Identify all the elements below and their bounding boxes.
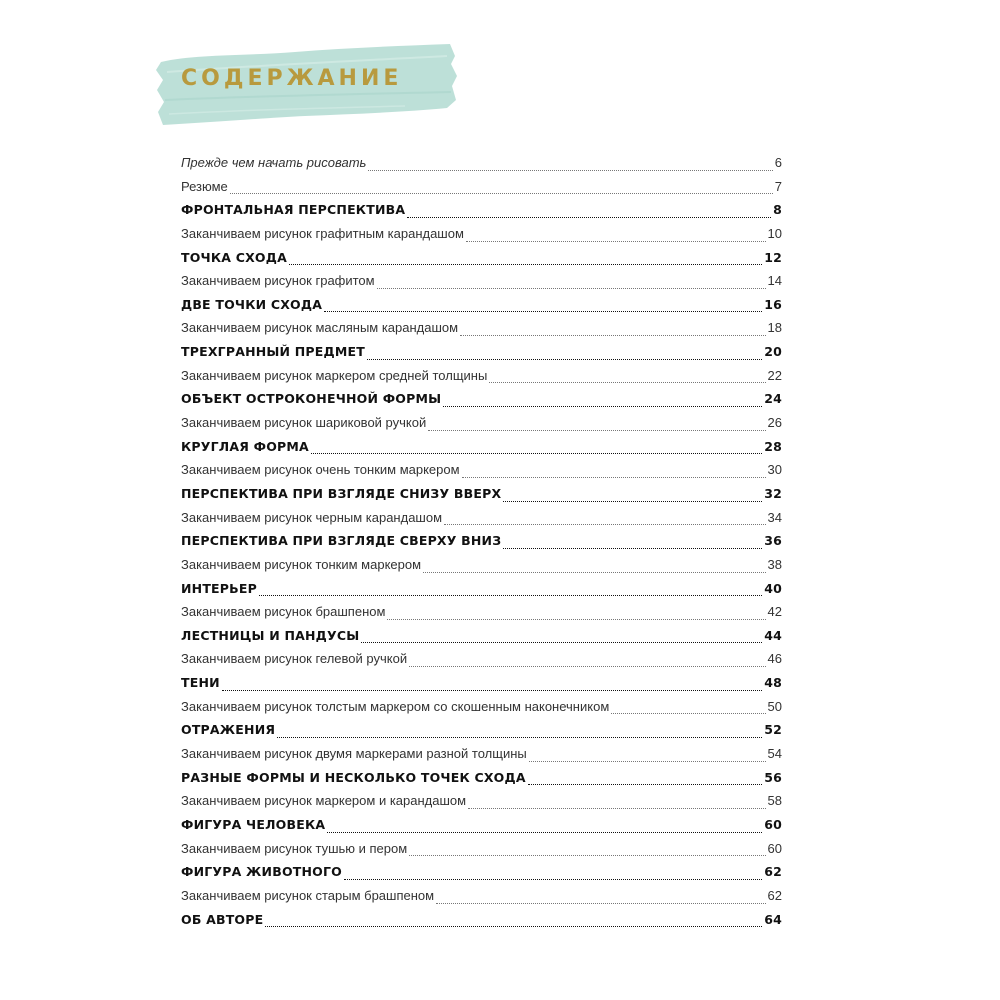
toc-entry-title: Заканчиваем рисунок графитным карандашом (181, 225, 464, 241)
toc-page-number: 48 (764, 675, 782, 691)
toc-subentry[interactable] (181, 175, 782, 199)
toc-entry-title: Заканчиваем рисунок маркером и карандашом (181, 793, 467, 809)
toc-page-number: 62 (767, 887, 782, 903)
toc-chapter-entry[interactable] (181, 340, 782, 364)
dot-leader (462, 477, 766, 478)
toc-chapter-entry[interactable] (181, 624, 782, 648)
toc-page-number: 64 (764, 911, 782, 927)
toc-subentry[interactable] (181, 506, 782, 530)
table-of-contents (181, 151, 782, 931)
toc-page-number: 7 (774, 178, 782, 194)
toc-entry-title: ОБЪЕКТ ОСТРОКОНЕЧНОЙ ФОРМЫ (181, 391, 442, 407)
toc-page-number: 52 (764, 722, 782, 738)
toc-page-number: 18 (767, 320, 782, 336)
toc-chapter-entry[interactable] (181, 766, 782, 790)
dot-leader (423, 572, 765, 573)
dot-leader (259, 595, 762, 596)
toc-subentry[interactable] (181, 151, 782, 175)
toc-entry-title: ФРОНТАЛЬНАЯ ПЕРСПЕКТИВА (181, 202, 406, 218)
toc-entry-title: Заканчиваем рисунок тушью и пером (181, 840, 408, 856)
dot-leader (367, 359, 762, 360)
toc-entry-title: ИНТЕРЬЕР (181, 580, 257, 596)
toc-page-number: 40 (764, 580, 782, 596)
toc-entry-title: Заканчиваем рисунок старым брашпеном (181, 887, 435, 903)
toc-entry-title: ФИГУРА ЧЕЛОВЕКА (181, 816, 326, 832)
toc-entry-title: ДВЕ ТОЧКИ СХОДА (181, 296, 323, 312)
dot-leader (368, 170, 772, 171)
toc-chapter-entry[interactable] (181, 293, 782, 317)
dot-leader (503, 548, 762, 549)
dot-leader (460, 335, 765, 336)
toc-page-number: 6 (774, 155, 782, 170)
toc-page-number: 22 (767, 367, 782, 383)
dot-leader (361, 642, 762, 643)
toc-entry-title: ТОЧКА СХОДА (181, 249, 287, 265)
toc-page-number: 14 (767, 273, 782, 289)
toc-subentry[interactable] (181, 222, 782, 246)
toc-chapter-entry[interactable] (181, 246, 782, 270)
toc-entry-title: ЛЕСТНИЦЫ И ПАНДУСЫ (181, 627, 360, 643)
dot-leader (387, 619, 765, 620)
toc-page-number: 36 (764, 533, 782, 549)
toc-entry-title: Заканчиваем рисунок брашпеном (181, 604, 386, 620)
dot-leader (409, 855, 765, 856)
toc-subentry[interactable] (181, 695, 782, 719)
dot-leader (289, 264, 762, 265)
toc-page-number: 50 (767, 698, 782, 714)
dot-leader (324, 311, 762, 312)
page-title: СОДЕРЖАНИЕ (181, 66, 403, 91)
toc-chapter-entry[interactable] (181, 577, 782, 601)
toc-entry-title: Заканчиваем рисунок тонким маркером (181, 556, 422, 572)
toc-page-number: 20 (764, 344, 782, 360)
toc-page-number: 58 (767, 793, 782, 809)
dot-leader (436, 903, 765, 904)
toc-page-number: 32 (764, 485, 782, 501)
dot-leader (428, 430, 765, 431)
dot-leader (503, 501, 762, 502)
toc-subentry[interactable] (181, 458, 782, 482)
toc-entry-title: Прежде чем начать рисовать (181, 155, 367, 170)
toc-subentry[interactable] (181, 411, 782, 435)
toc-page-number: 60 (764, 816, 782, 832)
toc-chapter-entry[interactable] (181, 671, 782, 695)
dot-leader (407, 217, 771, 218)
toc-subentry[interactable] (181, 316, 782, 340)
toc-entry-title: Заканчиваем рисунок маркером средней толщины (181, 367, 488, 383)
dot-leader (230, 193, 773, 194)
toc-chapter-entry[interactable] (181, 387, 782, 411)
toc-subentry[interactable] (181, 884, 782, 908)
toc-subentry[interactable] (181, 789, 782, 813)
toc-subentry[interactable] (181, 647, 782, 671)
dot-leader (489, 382, 765, 383)
toc-entry-title: ТЕНИ (181, 675, 220, 691)
toc-page-number: 8 (773, 202, 782, 218)
toc-subentry[interactable] (181, 600, 782, 624)
toc-entry-title: Заканчиваем рисунок очень тонким маркером (181, 462, 460, 478)
toc-entry-title: Заканчиваем рисунок графитом (181, 273, 375, 289)
toc-entry-title: Заканчиваем рисунок толстым маркером со скошенным наконечником (181, 698, 610, 714)
toc-entry-title: ПЕРСПЕКТИВА ПРИ ВЗГЛЯДЕ СВЕРХУ ВНИЗ (181, 533, 502, 549)
toc-entry-title: ТРЕХГРАННЫЙ ПРЕДМЕТ (181, 344, 365, 360)
toc-chapter-entry[interactable] (181, 718, 782, 742)
toc-subentry[interactable] (181, 553, 782, 577)
dot-leader (222, 690, 762, 691)
toc-chapter-entry[interactable] (181, 908, 782, 932)
toc-page-number: 26 (767, 415, 782, 431)
toc-entry-title: Заканчиваем рисунок шариковой ручкой (181, 415, 427, 431)
toc-chapter-entry[interactable] (181, 813, 782, 837)
toc-page-number: 62 (764, 864, 782, 880)
dot-leader (528, 784, 763, 785)
toc-subentry[interactable] (181, 364, 782, 388)
toc-page-number: 60 (767, 840, 782, 856)
dot-leader (327, 832, 762, 833)
dot-leader (409, 666, 765, 667)
toc-entry-title: Заканчиваем рисунок масляным карандашом (181, 320, 459, 336)
toc-entry-title: Заканчиваем рисунок черным карандашом (181, 509, 443, 525)
dot-leader (466, 241, 766, 242)
toc-entry-title: ОТРАЖЕНИЯ (181, 722, 276, 738)
toc-chapter-entry[interactable] (181, 529, 782, 553)
toc-page-number: 44 (764, 627, 782, 643)
toc-page-number: 30 (767, 462, 782, 478)
toc-page-number: 24 (764, 391, 782, 407)
toc-page-number: 46 (767, 651, 782, 667)
toc-chapter-entry[interactable] (181, 482, 782, 506)
toc-page-number: 10 (767, 225, 782, 241)
toc-entry-title: Заканчиваем рисунок двумя маркерами разной толщины (181, 746, 527, 762)
toc-page-number: 28 (764, 438, 782, 454)
toc-page-number: 34 (767, 509, 782, 525)
dot-leader (344, 879, 762, 880)
title-block (155, 42, 460, 127)
dot-leader (277, 737, 762, 738)
toc-page-number: 16 (764, 296, 782, 312)
toc-subentry[interactable] (181, 837, 782, 861)
toc-entry-title: ФИГУРА ЖИВОТНОГО (181, 864, 342, 880)
toc-entry-title: РАЗНЫЕ ФОРМЫ И НЕСКОЛЬКО ТОЧЕК СХОДА (181, 769, 526, 785)
toc-subentry[interactable] (181, 742, 782, 766)
toc-chapter-entry[interactable] (181, 198, 782, 222)
toc-entry-title: ОБ АВТОРЕ (181, 911, 264, 927)
toc-subentry[interactable] (181, 269, 782, 293)
toc-entry-title: КРУГЛАЯ ФОРМА (181, 438, 309, 454)
toc-entry-title: Резюме (181, 178, 228, 194)
toc-page-number: 54 (767, 746, 782, 762)
dot-leader (443, 406, 762, 407)
dot-leader (468, 808, 765, 809)
dot-leader (377, 288, 766, 289)
toc-entry-title: ПЕРСПЕКТИВА ПРИ ВЗГЛЯДЕ СНИЗУ ВВЕРХ (181, 485, 502, 501)
toc-chapter-entry[interactable] (181, 435, 782, 459)
toc-page-number: 38 (767, 556, 782, 572)
dot-leader (265, 926, 762, 927)
toc-chapter-entry[interactable] (181, 860, 782, 884)
dot-leader (611, 713, 765, 714)
toc-entry-title: Заканчиваем рисунок гелевой ручкой (181, 651, 408, 667)
toc-page-number: 12 (764, 249, 782, 265)
toc-page-number: 42 (767, 604, 782, 620)
toc-page-number: 56 (764, 769, 782, 785)
dot-leader (529, 761, 766, 762)
dot-leader (311, 453, 762, 454)
dot-leader (444, 524, 766, 525)
